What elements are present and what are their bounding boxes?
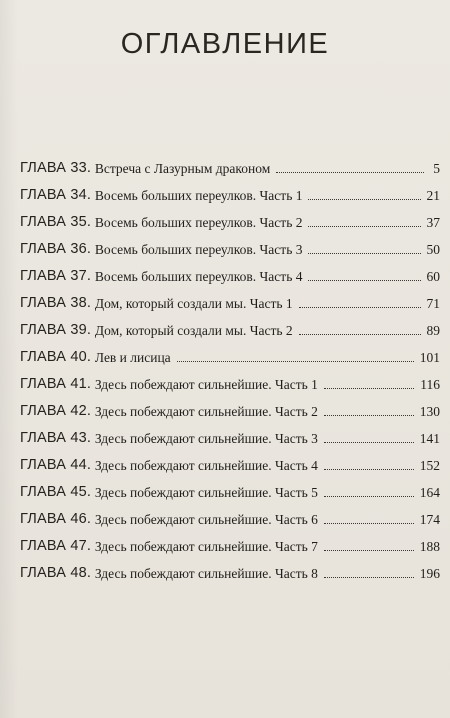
- chapter-number: ГЛАВА 48: [20, 565, 87, 581]
- toc-entry: [20, 447, 440, 474]
- page-number: 5: [433, 161, 440, 176]
- chapter-separator: .: [86, 268, 91, 284]
- chapter-title: Здесь побеждают сильнейшие. Часть 8: [94, 566, 318, 581]
- chapter-number: ГЛАВА 34: [20, 187, 87, 203]
- toc-entry: [20, 501, 440, 528]
- page-number: 71: [426, 296, 440, 311]
- chapter-separator: .: [86, 565, 91, 581]
- page-number: 50: [426, 242, 440, 257]
- toc-entry: [20, 555, 440, 582]
- dot-leader: [324, 523, 414, 524]
- chapter-title: Здесь побеждают сильнейшие. Часть 2: [94, 404, 318, 419]
- chapter-title: Здесь побеждают сильнейшие. Часть 5: [94, 485, 318, 500]
- chapter-title: Восемь больших переулков. Часть 1: [94, 188, 303, 203]
- chapter-separator: .: [86, 349, 91, 365]
- page-number: 130: [419, 404, 440, 419]
- toc-entry: [20, 528, 440, 555]
- chapter-number: ГЛАВА 42: [20, 403, 87, 419]
- chapter-title: Дом, который создали мы. Часть 2: [94, 323, 293, 338]
- chapter-number: ГЛАВА 45: [20, 484, 87, 500]
- page-number: 37: [426, 215, 440, 230]
- chapter-title: Восемь больших переулков. Часть 3: [94, 242, 303, 257]
- dot-leader: [324, 442, 414, 443]
- table-of-contents: [20, 150, 440, 582]
- dot-leader: [308, 253, 420, 254]
- dot-leader: [308, 199, 420, 200]
- chapter-title: Здесь побеждают сильнейшие. Часть 4: [94, 458, 318, 473]
- chapter-number: ГЛАВА 41: [20, 376, 87, 392]
- chapter-number: ГЛАВА 40: [20, 349, 87, 365]
- chapter-separator: .: [86, 376, 91, 392]
- dot-leader: [324, 469, 414, 470]
- page-number: 174: [419, 512, 440, 527]
- dot-leader: [324, 577, 414, 578]
- page-number: 152: [419, 458, 440, 473]
- chapter-title: Встреча с Лазурным драконом: [94, 161, 271, 176]
- chapter-number: ГЛАВА 35: [20, 214, 87, 230]
- page-number: 188: [419, 539, 440, 554]
- chapter-title: Лев и лисица: [94, 350, 171, 365]
- chapter-number: ГЛАВА 39: [20, 322, 87, 338]
- chapter-title: Здесь побеждают сильнейшие. Часть 3: [94, 431, 318, 446]
- toc-entry: [20, 312, 440, 339]
- chapter-title: Дом, который создали мы. Часть 1: [94, 296, 293, 311]
- chapter-number: ГЛАВА 38: [20, 295, 87, 311]
- dot-leader: [276, 172, 424, 173]
- page-number: 116: [420, 377, 440, 392]
- dot-leader: [299, 307, 421, 308]
- toc-entry: [20, 339, 440, 366]
- page-number: 101: [419, 350, 440, 365]
- chapter-separator: .: [86, 430, 91, 446]
- dot-leader: [324, 388, 414, 389]
- toc-entry: [20, 285, 440, 312]
- chapter-separator: .: [86, 187, 91, 203]
- chapter-title: Здесь побеждают сильнейшие. Часть 1: [94, 377, 318, 392]
- page-number: 21: [426, 188, 440, 203]
- chapter-number: ГЛАВА 47: [20, 538, 87, 554]
- toc-entry: [20, 177, 440, 204]
- chapter-separator: .: [86, 214, 91, 230]
- chapter-separator: .: [86, 403, 91, 419]
- toc-entry: [20, 231, 440, 258]
- toc-entry: [20, 150, 440, 177]
- chapter-separator: .: [86, 322, 91, 338]
- page-number: 141: [419, 431, 440, 446]
- dot-leader: [324, 496, 414, 497]
- chapter-separator: .: [86, 511, 91, 527]
- chapter-title: Здесь побеждают сильнейшие. Часть 6: [94, 512, 318, 527]
- page-number: 89: [426, 323, 440, 338]
- chapter-title: Здесь побеждают сильнейшие. Часть 7: [94, 539, 318, 554]
- chapter-title: Восемь больших переулков. Часть 4: [94, 269, 303, 284]
- chapter-number: ГЛАВА 33: [20, 160, 87, 176]
- chapter-number: ГЛАВА 37: [20, 268, 87, 284]
- chapter-separator: .: [86, 295, 91, 311]
- dot-leader: [308, 226, 420, 227]
- toc-entry: [20, 258, 440, 285]
- chapter-number: ГЛАВА 44: [20, 457, 87, 473]
- dot-leader: [308, 280, 420, 281]
- chapter-number: ГЛАВА 46: [20, 511, 87, 527]
- page-title: ОГЛАВЛЕНИЕ: [120, 28, 330, 60]
- toc-entry: [20, 474, 440, 501]
- dot-leader: [177, 361, 414, 362]
- chapter-separator: .: [86, 538, 91, 554]
- chapter-separator: .: [86, 160, 91, 176]
- toc-entry: [20, 204, 440, 231]
- toc-entry: [20, 420, 440, 447]
- page-number: 196: [419, 566, 440, 581]
- toc-entry: [20, 393, 440, 420]
- chapter-number: ГЛАВА 43: [20, 430, 87, 446]
- dot-leader: [324, 550, 414, 551]
- chapter-number: ГЛАВА 36: [20, 241, 87, 257]
- page-number: 60: [426, 269, 440, 284]
- dot-leader: [324, 415, 414, 416]
- chapter-separator: .: [86, 484, 91, 500]
- chapter-separator: .: [86, 241, 91, 257]
- dot-leader: [299, 334, 421, 335]
- chapter-separator: .: [86, 457, 91, 473]
- toc-entry: [20, 366, 440, 393]
- chapter-title: Восемь больших переулков. Часть 2: [94, 215, 303, 230]
- page-number: 164: [419, 485, 440, 500]
